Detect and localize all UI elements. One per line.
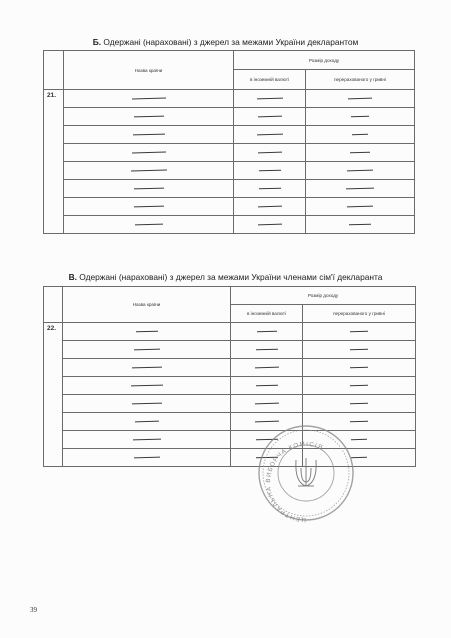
stamp-ring-text <box>265 441 324 523</box>
stamp-ring-textpath: ЦЕНТРАЛЬНА ВИБОРЧА КОМІСІЯ <box>264 440 325 524</box>
hryvnia-header: перерахованого у гривні <box>303 305 416 323</box>
country-header: Назва країни <box>64 51 234 90</box>
hryvnia-header: перерахованого у гривні <box>306 70 415 90</box>
country-header: Назва країни <box>63 287 231 323</box>
trident-icon <box>296 458 316 486</box>
row-number: 22. <box>44 323 63 467</box>
row-number: 21. <box>44 90 64 234</box>
income-size-header: Розмір доходу <box>231 287 416 305</box>
page-number: 39 <box>30 606 37 614</box>
section-b-letter: Б. <box>92 37 102 47</box>
section-v-letter: В. <box>68 272 77 282</box>
foreign-currency-header: в іноземній валюті <box>231 305 303 323</box>
foreign-currency-header: в іноземній валюті <box>234 70 306 90</box>
section-b-title-text: Одержані (нараховані) з джерел за межами України декларантом <box>101 37 359 47</box>
section-v-title-text: Одержані (нараховані) з джерел за межами України членами сім'ї декларанта <box>76 272 383 282</box>
income-size-header: Розмір доходу <box>234 51 415 70</box>
